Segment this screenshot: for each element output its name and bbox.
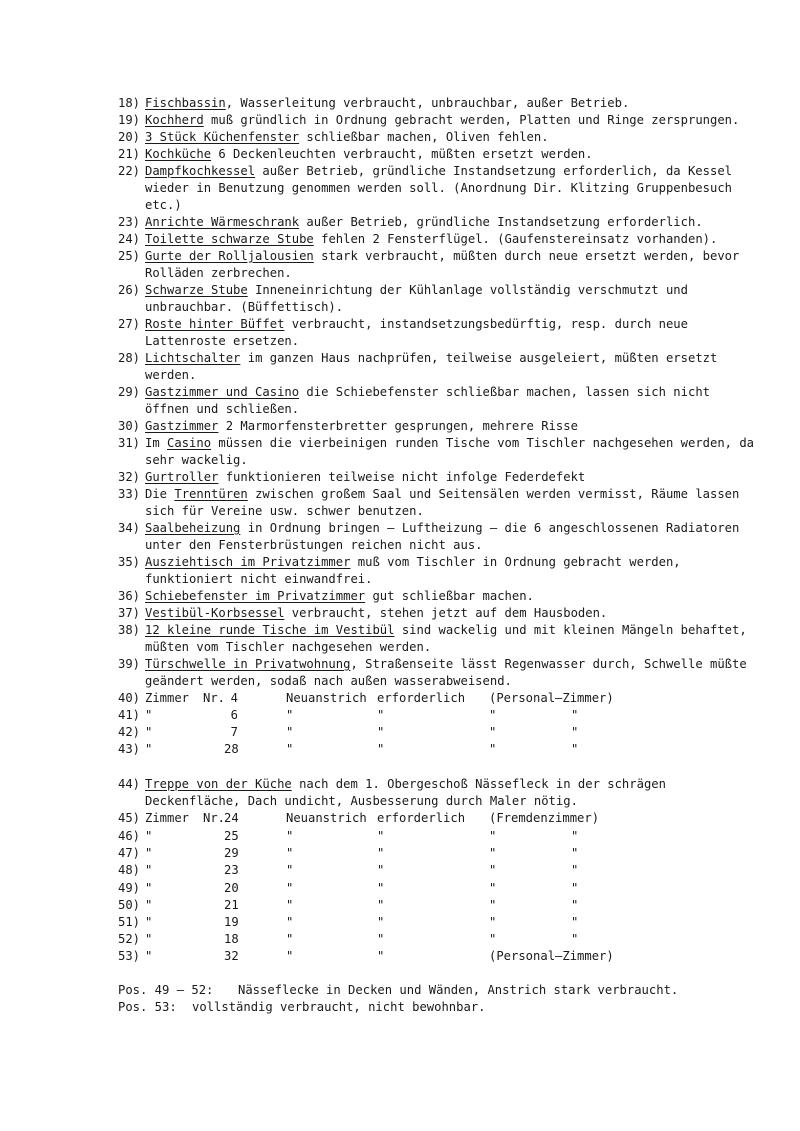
item-number: 42) <box>118 725 141 739</box>
item-number: 18) <box>118 96 141 110</box>
item-number: 47) <box>118 846 141 860</box>
item-text: muß gründlich in Ordnung gebracht werden, Platten und Ringe zersprungen. <box>203 113 740 127</box>
item-number: 48) <box>118 863 141 877</box>
room-requirement: " <box>377 725 385 739</box>
room-label: " <box>145 742 153 756</box>
room-label: Zimmer <box>145 691 190 705</box>
room-number: 7 <box>230 725 238 739</box>
item-number: 20) <box>118 130 141 144</box>
item-number: 37) <box>118 606 141 620</box>
room-action: " <box>286 742 294 756</box>
item-number: 25) <box>118 249 141 263</box>
list-item <box>118 146 768 163</box>
room-type: " <box>489 898 497 912</box>
item-text: schließbar machen, Oliven fehlen. <box>299 130 549 144</box>
room-row <box>118 897 678 914</box>
item-subject: Gurtroller <box>145 470 219 484</box>
room-requirement: " <box>377 829 385 843</box>
room-type: (Personal–Zimmer) <box>489 949 614 963</box>
room-label: " <box>145 932 153 946</box>
list-item <box>118 231 768 248</box>
room-label: " <box>145 708 153 722</box>
room-row <box>118 880 678 897</box>
item-prefix: Die <box>145 487 175 501</box>
list-item <box>118 435 768 469</box>
room-row <box>118 914 678 931</box>
list-item <box>118 316 768 350</box>
item-number: 35) <box>118 555 141 569</box>
item-subject: Gastzimmer <box>145 419 219 433</box>
room-type-ditto: " <box>571 725 579 739</box>
item-text: sind wackelig und mit kleinen Mängeln behaftet, müßten vom Tischler nachgesehen werden. <box>145 623 747 654</box>
item-text: 2 Marmorfensterbretter gesprungen, mehrere Risse <box>218 419 578 433</box>
item-number: 52) <box>118 932 141 946</box>
item-number: 44) <box>118 777 141 791</box>
room-action: Neuanstrich <box>286 811 367 825</box>
item-subject: Dampfkochkessel <box>145 164 256 178</box>
item-subject: Türschwelle in Privatwohnung <box>145 657 351 671</box>
room-action: Neuanstrich <box>286 691 367 705</box>
item-subject: Trenntüren <box>174 487 248 501</box>
item-number: 29) <box>118 385 141 399</box>
list-item <box>118 469 768 486</box>
item-text: zwischen großem Saal und Seitensälen werden vermisst, Räume lassen sich für Vereine usw. schwer benutzen. <box>145 487 740 518</box>
room-label: " <box>145 829 153 843</box>
item-subject: Kochküche <box>145 147 212 161</box>
room-label: Zimmer <box>145 811 190 825</box>
item-text: 6 Deckenleuchten verbraucht, müßten ersetzt werden. <box>211 147 593 161</box>
item-subject: Vestibül-Korbsessel <box>145 606 285 620</box>
item-number: 53) <box>118 949 141 963</box>
room-row <box>118 724 678 741</box>
footnote-text: vollständig verbraucht, nicht bewohnbar. <box>192 1000 486 1014</box>
room-row <box>118 948 678 965</box>
room-type-ditto: " <box>571 846 579 860</box>
room-number: 4 <box>230 691 238 705</box>
list-item <box>118 656 768 690</box>
item-subject: Gastzimmer und Casino <box>145 385 300 399</box>
item-number: 28) <box>118 351 141 365</box>
item-number: 51) <box>118 915 141 929</box>
room-requirement: " <box>377 846 385 860</box>
room-requirement: " <box>377 742 385 756</box>
item-number: 27) <box>118 317 141 331</box>
room-row <box>118 707 678 724</box>
list-item <box>118 605 768 622</box>
item-text: außer Betrieb, gründliche Instandsetzung erforderlich. <box>299 215 703 229</box>
room-label: " <box>145 846 153 860</box>
room-action: " <box>286 881 294 895</box>
room-type: (Fremdenzimmer) <box>489 811 600 825</box>
item-number: 36) <box>118 589 141 603</box>
list-item <box>118 112 768 129</box>
list-item <box>118 163 768 214</box>
room-type: " <box>489 915 497 929</box>
item-subject: 12 kleine runde Tische im Vestibül <box>145 623 395 637</box>
item-subject: 3 Stück Küchenfenster <box>145 130 300 144</box>
room-requirement: " <box>377 881 385 895</box>
item-number: 22) <box>118 164 141 178</box>
room-label: " <box>145 881 153 895</box>
item-number: 46) <box>118 829 141 843</box>
room-action: " <box>286 949 294 963</box>
item-text: gut schließbar machen. <box>365 589 534 603</box>
room-number: 6 <box>230 708 238 722</box>
list-item <box>118 486 768 520</box>
room-type-ditto: " <box>571 898 579 912</box>
room-action: " <box>286 932 294 946</box>
room-number: 21 <box>224 898 239 912</box>
list-item <box>118 282 768 316</box>
room-action: " <box>286 725 294 739</box>
room-requirement: " <box>377 932 385 946</box>
room-type-ditto: " <box>571 742 579 756</box>
room-type: " <box>489 742 497 756</box>
room-number: 23 <box>224 863 239 877</box>
room-row <box>118 845 678 862</box>
room-type: " <box>489 881 497 895</box>
item-number: 33) <box>118 487 141 501</box>
item-text: nach dem 1. Obergeschoß Nässefleck in der schrägen Deckenfläche, Dach undicht, Ausbesserung durch Maler nötig. <box>145 777 666 808</box>
list-item <box>118 554 768 588</box>
room-row <box>118 931 678 948</box>
item-number: 40) <box>118 691 141 705</box>
item-subject: Schiebefenster im Privatzimmer <box>145 589 366 603</box>
room-row <box>118 810 678 827</box>
item-text: fehlen 2 Fensterflügel. (Gaufenstereinsatz vorhanden). <box>313 232 718 246</box>
room-label: " <box>145 949 153 963</box>
room-action: " <box>286 708 294 722</box>
item-text: in Ordnung bringen – Luftheizung – die 6 angeschlossenen Radiatoren unter den Fensterbrüstungen reichen nicht aus. <box>145 521 740 552</box>
item-text: verbraucht, instandsetzungsbedürftig, resp. durch neue Lattenroste ersetzen. <box>145 317 688 348</box>
item-subject: Fischbassin <box>145 96 226 110</box>
item-subject: Treppe von der Küche <box>145 777 292 791</box>
item-text: muß vom Tischler in Ordnung gebracht werden, funktioniert nicht einwandfrei. <box>145 555 681 586</box>
room-requirement: erforderlich <box>377 691 466 705</box>
room-type: " <box>489 829 497 843</box>
item-number: 19) <box>118 113 141 127</box>
room-row <box>118 828 678 845</box>
room-action: " <box>286 829 294 843</box>
room-type-ditto: " <box>571 932 579 946</box>
list-item <box>118 129 768 146</box>
item-number: 32) <box>118 470 141 484</box>
item-number: 39) <box>118 657 141 671</box>
room-requirement: " <box>377 949 385 963</box>
list-item <box>118 214 768 231</box>
list-item <box>118 520 768 554</box>
list-item <box>118 350 768 384</box>
room-nr-label: Nr. <box>203 691 226 705</box>
room-type-ditto: " <box>571 881 579 895</box>
item-subject: Ausziehtisch im Privatzimmer <box>145 555 351 569</box>
item-number: 43) <box>118 742 141 756</box>
room-number: 32 <box>224 949 239 963</box>
item-text: verbraucht, stehen jetzt auf dem Hausboden. <box>284 606 608 620</box>
room-label: " <box>145 898 153 912</box>
room-type-ditto: " <box>571 708 579 722</box>
room-number: 19 <box>224 915 239 929</box>
room-requirement: " <box>377 898 385 912</box>
room-requirement: " <box>377 863 385 877</box>
item-text: die Schiebefenster schließbar machen, lassen sich nicht öffnen und schließen. <box>145 385 710 416</box>
list-item <box>118 418 768 435</box>
item-text: funktionieren teilweise nicht infolge Federdefekt <box>218 470 586 484</box>
item-subject: Gurte der Rolljalousien <box>145 249 314 263</box>
item-number: 24) <box>118 232 141 246</box>
room-number: 29 <box>224 846 239 860</box>
room-row <box>118 862 678 879</box>
room-requirement: " <box>377 708 385 722</box>
item-text: müssen die vierbeinigen runden Tische vom Tischler nachgesehen werden, da sehr wackelig. <box>145 436 755 467</box>
room-action: " <box>286 863 294 877</box>
room-number: 28 <box>224 742 239 756</box>
item-subject: Anrichte Wärmeschrank <box>145 215 300 229</box>
item-number: 45) <box>118 811 141 825</box>
room-number: 20 <box>224 881 239 895</box>
item-number: 50) <box>118 898 141 912</box>
item-subject: Kochherd <box>145 113 204 127</box>
item-subject: Casino <box>167 436 212 450</box>
list-item <box>118 95 768 112</box>
room-action: " <box>286 846 294 860</box>
room-type: (Personal–Zimmer) <box>489 691 614 705</box>
room-type: " <box>489 863 497 877</box>
footnote-text: Nässeflecke in Decken und Wänden, Anstrich stark verbraucht. <box>238 983 679 997</box>
room-action: " <box>286 915 294 929</box>
item-text: , Straßenseite lässt Regenwasser durch, Schwelle müßte geändert werden, sodaß nach außen wasserabweisend. <box>145 657 747 688</box>
item-subject: Toilette schwarze Stube <box>145 232 314 246</box>
item-number: 26) <box>118 283 141 297</box>
room-nr-label: Nr. <box>203 811 226 825</box>
room-type-ditto: " <box>571 863 579 877</box>
item-number: 31) <box>118 436 141 450</box>
room-label: " <box>145 863 153 877</box>
room-type: " <box>489 725 497 739</box>
room-requirement: erforderlich <box>377 811 466 825</box>
room-number: 25 <box>224 829 239 843</box>
list-item <box>118 622 768 656</box>
room-type: " <box>489 846 497 860</box>
item-number: 23) <box>118 215 141 229</box>
room-row <box>118 741 678 758</box>
item-number: 38) <box>118 623 141 637</box>
item-prefix: Im <box>145 436 168 450</box>
item-text: stark verbraucht, müßten durch neue ersetzt werden, bevor Rolläden zerbrechen. <box>145 249 740 280</box>
room-type-ditto: " <box>571 915 579 929</box>
list-item <box>118 248 768 282</box>
room-label: " <box>145 915 153 929</box>
room-requirement: " <box>377 915 385 929</box>
item-number: 41) <box>118 708 141 722</box>
room-type: " <box>489 708 497 722</box>
item-subject: Schwarze Stube <box>145 283 248 297</box>
item-text: Inneneinrichtung der Kühlanlage vollständig verschmutzt und unbrauchbar. (Büffettisch). <box>145 283 688 314</box>
room-type: " <box>489 932 497 946</box>
list-item <box>118 588 768 605</box>
room-number: 18 <box>224 932 239 946</box>
footnote-label: Pos. 53: <box>118 1000 177 1014</box>
item-subject: Saalbeheizung <box>145 521 241 535</box>
item-text: im ganzen Haus nachprüfen, teilweise ausgeleiert, müßten ersetzt werden. <box>145 351 718 382</box>
list-item <box>118 776 768 810</box>
footnote-label: Pos. 49 – 52: <box>118 983 214 997</box>
item-subject: Lichtschalter <box>145 351 241 365</box>
item-number: 49) <box>118 881 141 895</box>
item-text: , Wasserleitung verbraucht, unbrauchbar, außer Betrieb. <box>225 96 630 110</box>
room-label: " <box>145 725 153 739</box>
item-number: 34) <box>118 521 141 535</box>
room-action: " <box>286 898 294 912</box>
item-text: außer Betrieb, gründliche Instandsetzung erforderlich, da Kessel wieder in Benutzung genommen werden soll. (Anordnung Dir. Klitzing Gruppenbesuch etc.) <box>145 164 732 212</box>
item-number: 21) <box>118 147 141 161</box>
room-row <box>118 690 678 707</box>
room-number: 24 <box>224 811 239 825</box>
room-type-ditto: " <box>571 829 579 843</box>
item-subject: Roste hinter Büffet <box>145 317 285 331</box>
list-item <box>118 384 768 418</box>
item-number: 30) <box>118 419 141 433</box>
